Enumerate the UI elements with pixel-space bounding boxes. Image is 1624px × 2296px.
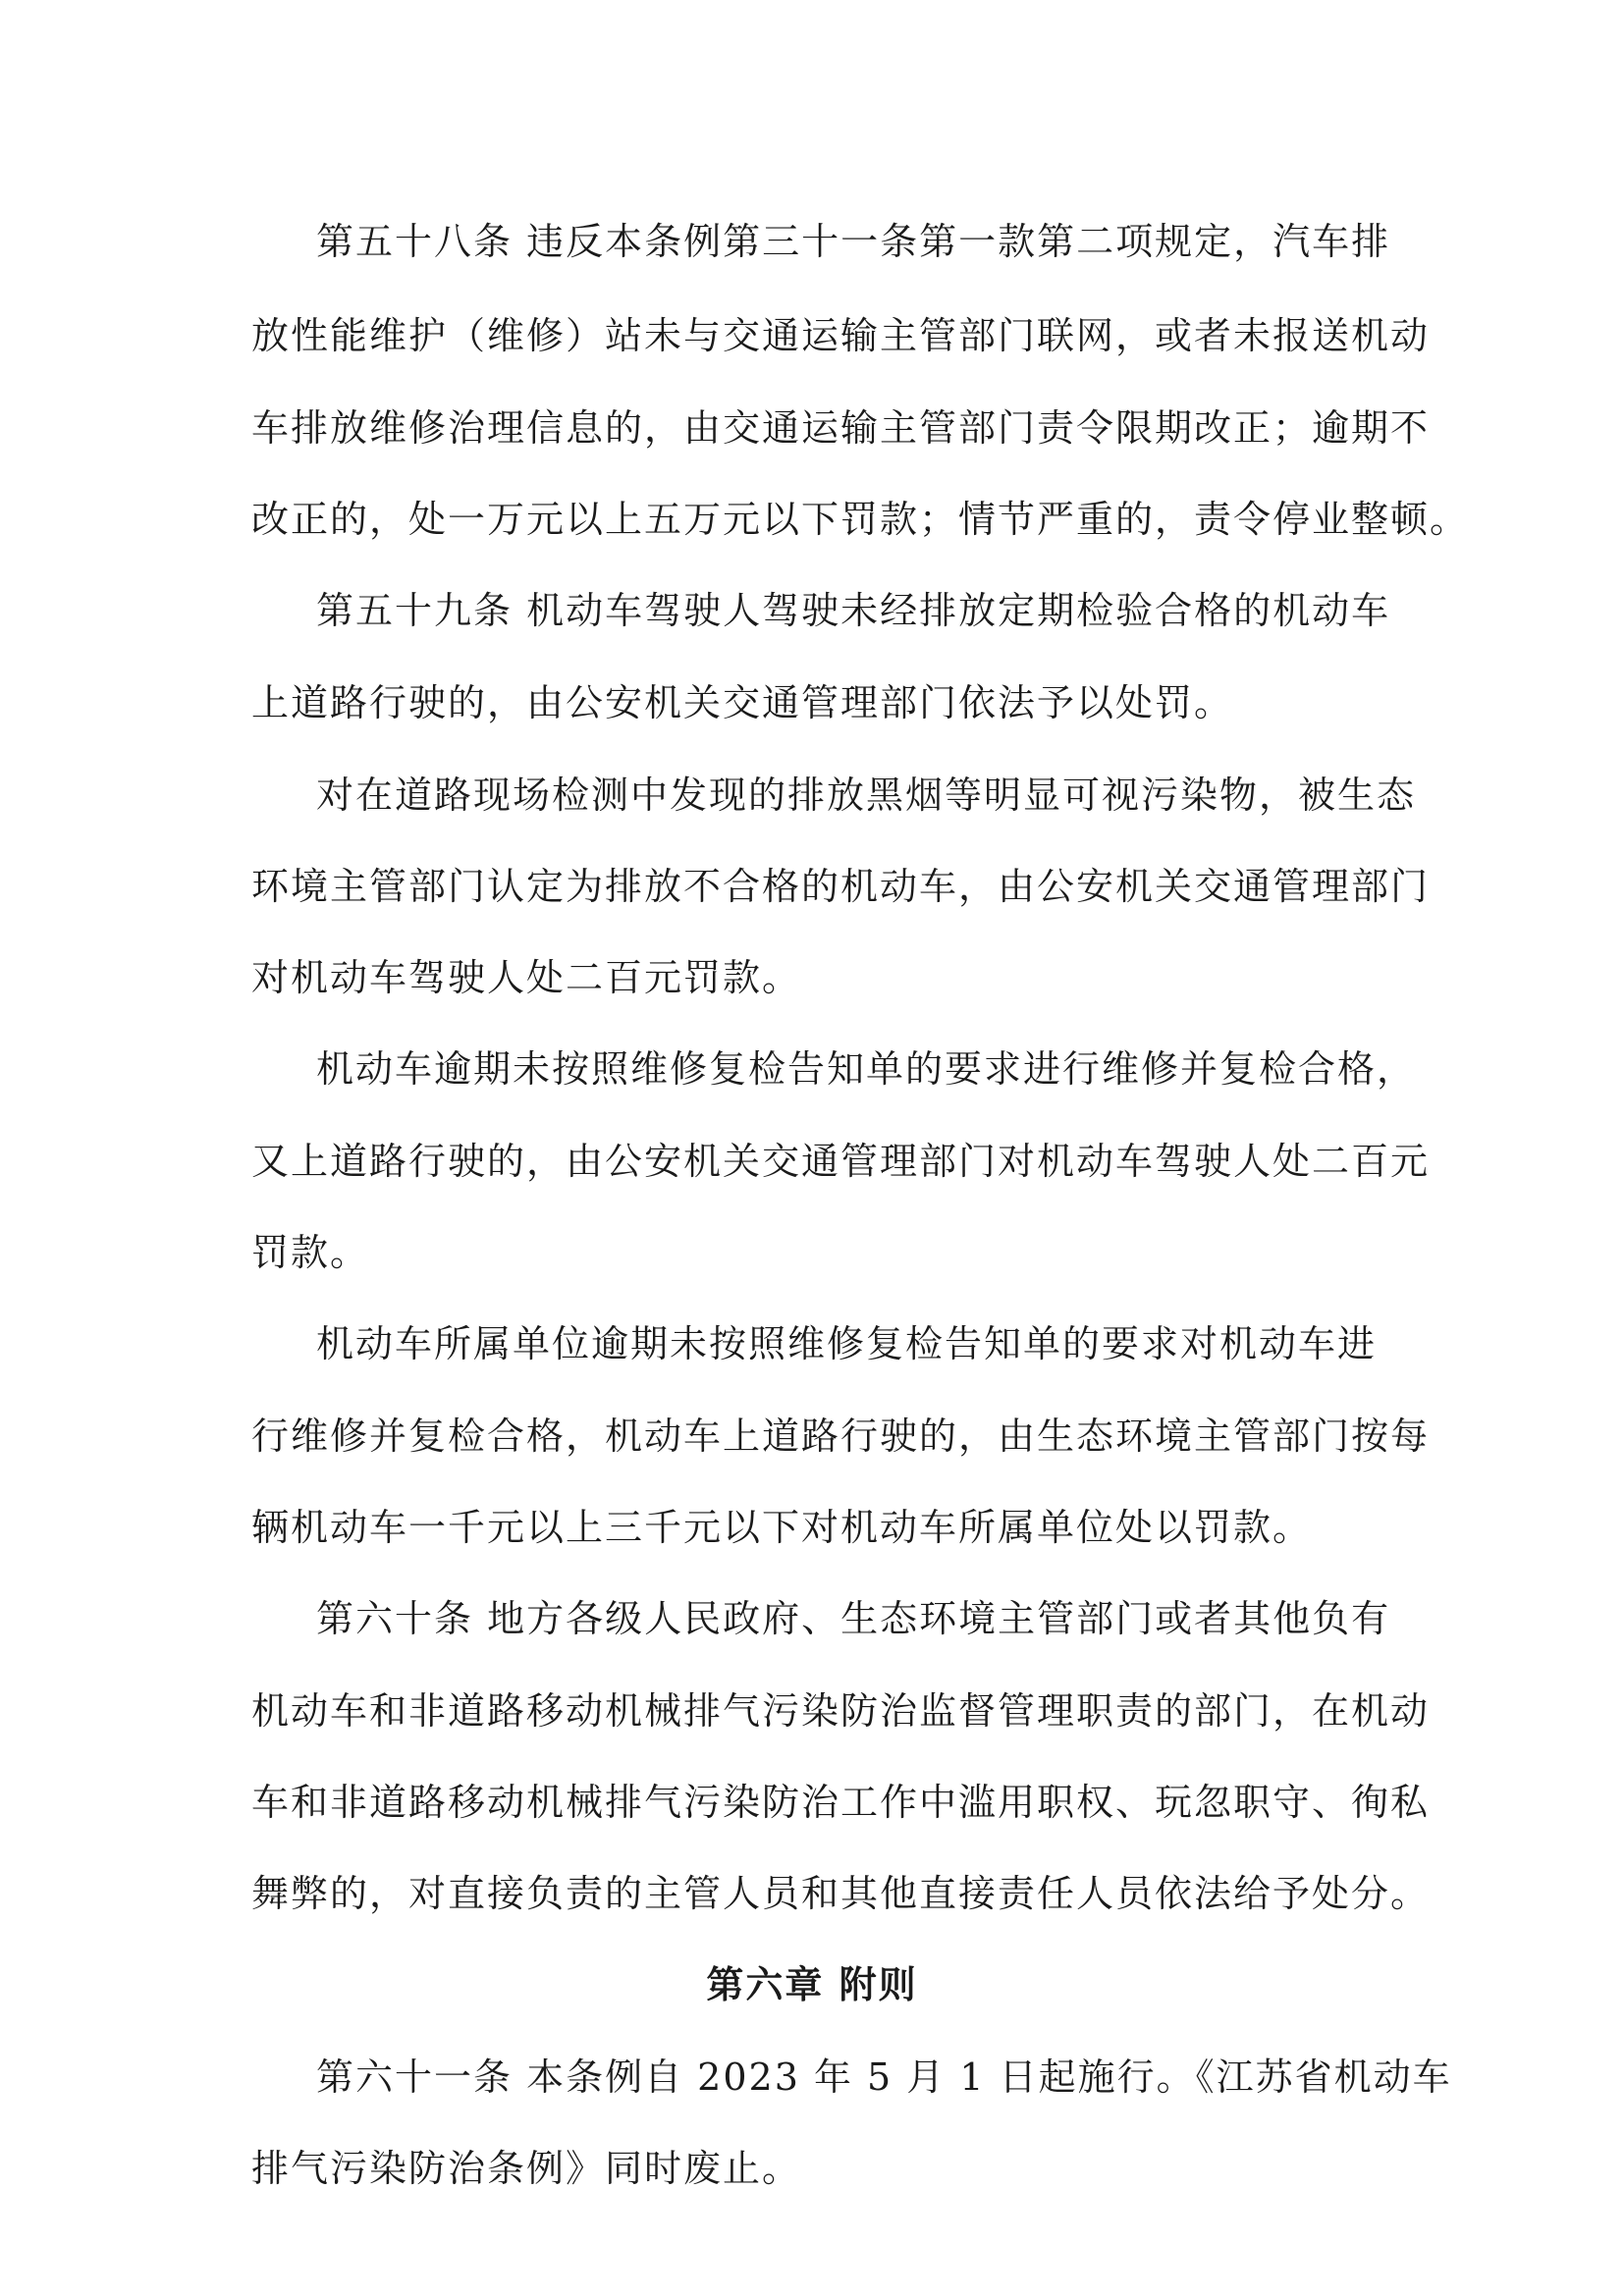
- chapter-heading: 第六章 附则: [706, 1963, 918, 2006]
- article-59-line-2: 上道路行驶的，由公安机关交通管理部门依法予以处罚。: [251, 681, 1234, 724]
- paragraph-line: 行维修并复检合格，机动车上道路行驶的，由生态环境主管部门按每: [251, 1415, 1431, 1458]
- article-58-line-2: 放性能维护（维修）站未与交通运输主管部门联网，或者未报送机动: [251, 314, 1431, 357]
- paragraph-line: 环境主管部门认定为排放不合格的机动车，由公安机关交通管理部门: [251, 865, 1431, 908]
- article-60-line-3: 车和非道路移动机械排气污染防治工作中滥用职权、玩忽职守、徇私: [251, 1781, 1431, 1824]
- paragraph-line: 对机动车驾驶人处二百元罚款。: [251, 956, 802, 999]
- paragraph-line: 机动车所属单位逾期未按照维修复检告知单的要求对机动车进: [316, 1322, 1378, 1365]
- paragraph-line: 罚款。: [251, 1231, 370, 1274]
- article-58-line-3: 车排放维修治理信息的，由交通运输主管部门责令限期改正；逾期不: [251, 406, 1431, 450]
- paragraph-line: 对在道路现场检测中发现的排放黑烟等明显可视污染物，被生态: [316, 774, 1417, 817]
- article-60-line-1: 第六十条 地方各级人民政府、生态环境主管部门或者其他负有: [316, 1597, 1391, 1640]
- article-60-line-2: 机动车和非道路移动机械排气污染防治监督管理职责的部门，在机动: [251, 1689, 1431, 1733]
- article-60-line-4: 舞弊的，对直接负责的主管人员和其他直接责任人员依法给予处分。: [251, 1872, 1431, 1915]
- paragraph-line: 辆机动车一千元以上三千元以下对机动车所属单位处以罚款。: [251, 1506, 1313, 1549]
- article-59-line-1: 第五十九条 机动车驾驶人驾驶未经排放定期检验合格的机动车: [316, 589, 1391, 632]
- paragraph-line: 又上道路行驶的，由公安机关交通管理部门对机动车驾驶人处二百元: [251, 1140, 1431, 1183]
- article-58-line-1: 第五十八条 违反本条例第三十一条第一款第二项规定，汽车排: [316, 220, 1391, 263]
- article-61-line-2: 排气污染防治条例》同时废止。: [251, 2147, 802, 2190]
- article-58-line-4: 改正的，处一万元以上五万元以下罚款；情节严重的，责令停业整顿。: [251, 498, 1470, 541]
- paragraph-line: 机动车逾期未按照维修复检告知单的要求进行维修并复检合格，: [316, 1047, 1417, 1091]
- article-61-line-1: 第六十一条 本条例自 2023 年 5 月 1 日起施行。《江苏省机动车: [316, 2056, 1452, 2099]
